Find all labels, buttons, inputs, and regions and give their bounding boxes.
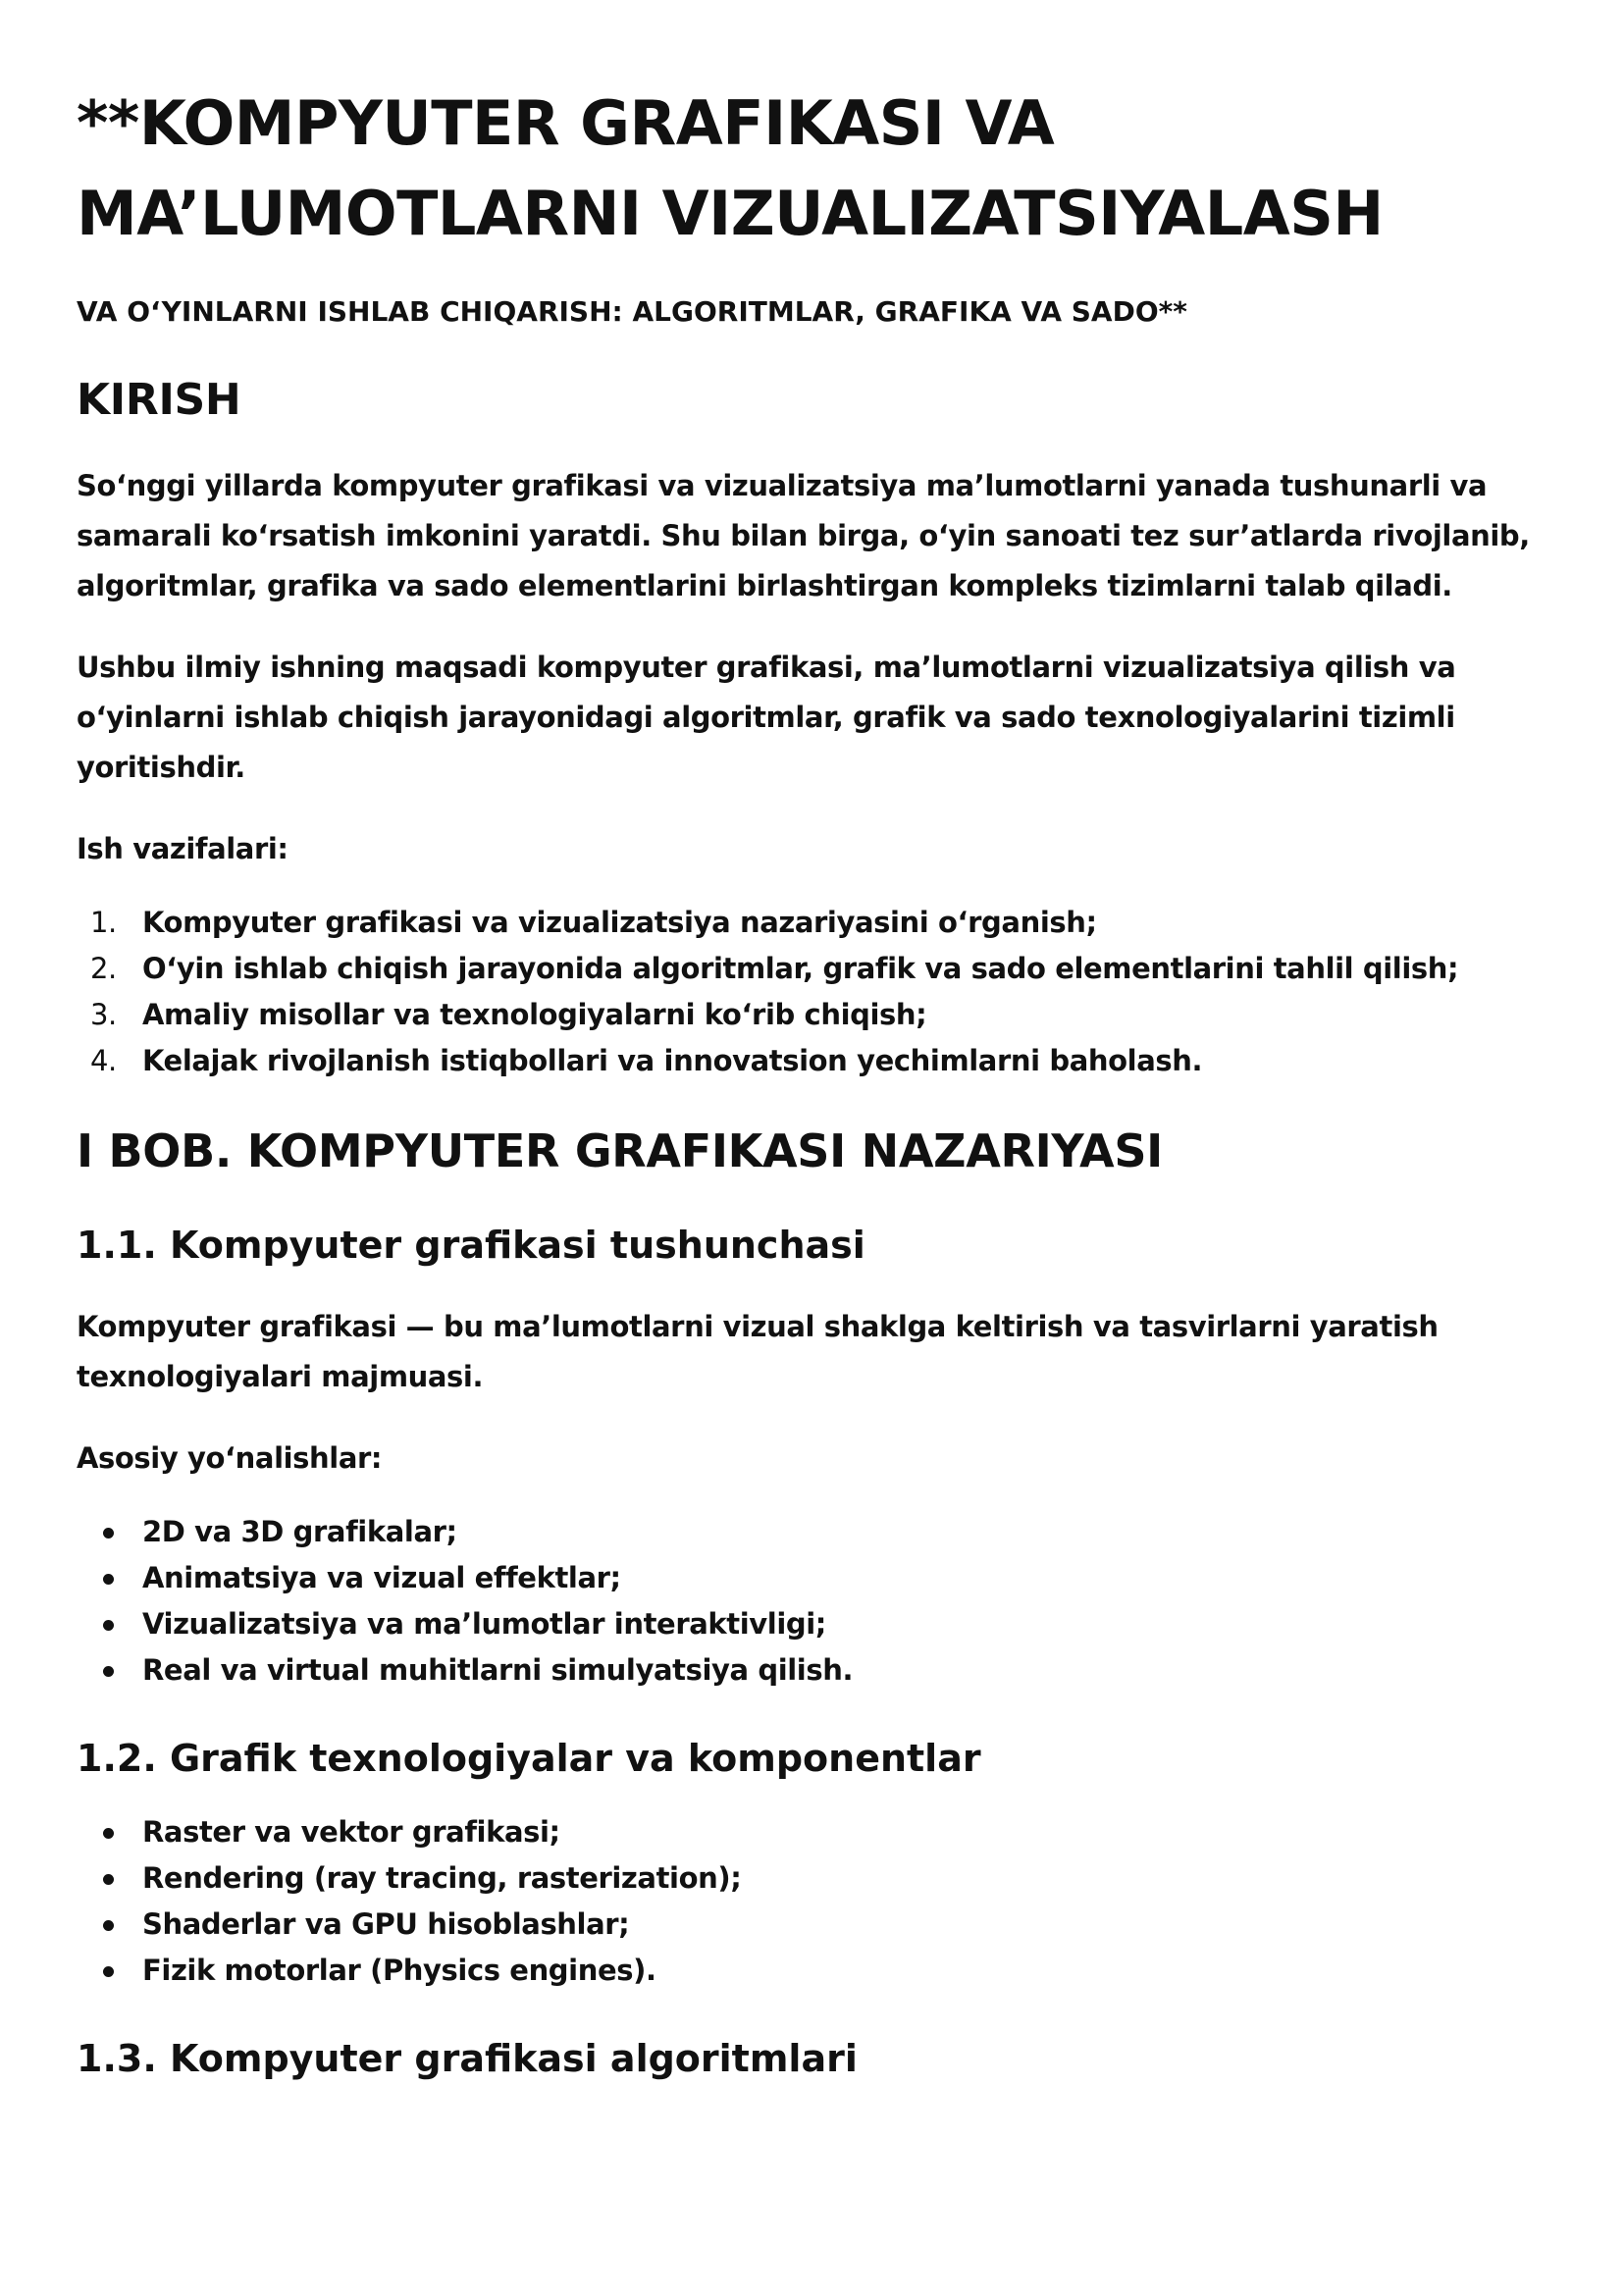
list-item-text: Raster va vektor grafikasi;	[142, 1815, 560, 1849]
bullet-icon	[103, 1666, 114, 1677]
list-item-text: O‘yin ishlab chiqish jarayonida algoritmlar, grafik va sado elementlarini tahlil qilish;	[142, 952, 1459, 985]
list-item	[77, 1948, 1548, 1994]
section-1-1-paragraph: Kompyuter grafikasi — bu ma’lumotlarni vizual shaklga keltirish va tasvirlarni yaratish texnologiyalari majmuasi.	[77, 1310, 1439, 1393]
list-item	[77, 992, 1548, 1038]
list-item-text: Fizik motorlar (Physics engines).	[142, 1954, 656, 1987]
list-item	[77, 1809, 1548, 1855]
intro-paragraph-2: Ushbu ilmiy ishning maqsadi kompyuter grafikasi, ma’lumotlarni vizualizatsiya qilish va o‘yinlarni ishlab chiqish jarayonidagi algoritmlar, grafik va sado texnologiyalarini tizimli yoritishdir.	[77, 651, 1456, 784]
section-1-2-heading: 1.2. Grafik texnologiyalar va komponentlar	[77, 1737, 981, 1780]
list-item-text: Real va virtual muhitlarni simulyatsiya qilish.	[142, 1653, 854, 1687]
list-item-number: 2.	[90, 952, 117, 985]
bullet-icon	[103, 1966, 114, 1977]
list-item	[77, 1038, 1548, 1084]
bullet-icon	[103, 1920, 114, 1931]
bullet-icon	[103, 1528, 114, 1539]
list-item	[77, 946, 1548, 992]
list-item-text: Kelajak rivojlanish istiqbollari va innovatsion yechimlarni baholash.	[142, 1044, 1203, 1077]
list-item-number: 1.	[90, 906, 117, 939]
intro-paragraph-1: So‘nggi yillarda kompyuter grafikasi va vizualizatsiya ma’lumotlarni yanada tushunarli va samarali ko‘rsatish imkonini yaratdi. Shu bilan birga, o‘yin sanoati tez sur’atlarda rivojlanib, algoritmlar, grafika va sado elementlarini birlashtirgan kompleks tizimlarni talab qiladi.	[77, 469, 1530, 602]
list-item-text: Shaderlar va GPU hisoblashlar;	[142, 1907, 630, 1941]
list-item-text: Vizualizatsiya va ma’lumotlar interaktivligi;	[142, 1607, 826, 1641]
section-1-3-heading: 1.3. Kompyuter grafikasi algoritmlari	[77, 2037, 858, 2080]
bullet-icon	[103, 1620, 114, 1631]
list-item	[77, 1902, 1548, 1948]
list-item-text: 2D va 3D grafikalar;	[142, 1515, 457, 1548]
list-item	[77, 900, 1548, 946]
intro-heading: KIRISH	[77, 375, 241, 425]
list-item-text: Amaliy misollar va texnologiyalarni ko‘rib chiqish;	[142, 998, 927, 1031]
bullet-icon	[103, 1874, 114, 1885]
bullet-icon	[103, 1574, 114, 1585]
document-subtitle: VA O‘YINLARNI ISHLAB CHIQARISH: ALGORITMLAR, GRAFIKA VA SADO**	[77, 295, 1187, 328]
list-item	[77, 1855, 1548, 1902]
tasks-label: Ish vazifalari:	[77, 832, 288, 865]
chapter-1-heading: I BOB. KOMPYUTER GRAFIKASI NAZARIYASI	[77, 1124, 1163, 1177]
section-1-1-heading: 1.1. Kompyuter grafikasi tushunchasi	[77, 1224, 865, 1267]
bullet-icon	[103, 1828, 114, 1839]
list-item-text: Rendering (ray tracing, rasterization);	[142, 1861, 742, 1895]
list-item	[77, 1509, 1548, 1555]
document-page	[77, 78, 1548, 2084]
tasks-list	[77, 900, 1548, 1084]
list-item	[77, 1555, 1548, 1601]
list-item-number: 3.	[90, 998, 117, 1031]
directions-label: Asosiy yo‘nalishlar:	[77, 1441, 383, 1475]
list-item-text: Animatsiya va vizual effektlar;	[142, 1561, 621, 1594]
list-item	[77, 1647, 1548, 1694]
list-item	[77, 1601, 1548, 1647]
document-title: **KOMPYUTER GRAFIKASI VA MA’LUMOTLARNI VIZUALIZATSIYALASH	[77, 87, 1384, 249]
directions-list	[77, 1509, 1548, 1694]
list-item-text: Kompyuter grafikasi va vizualizatsiya nazariyasini o‘rganish;	[142, 906, 1097, 939]
components-list	[77, 1809, 1548, 1994]
list-item-number: 4.	[90, 1044, 117, 1077]
